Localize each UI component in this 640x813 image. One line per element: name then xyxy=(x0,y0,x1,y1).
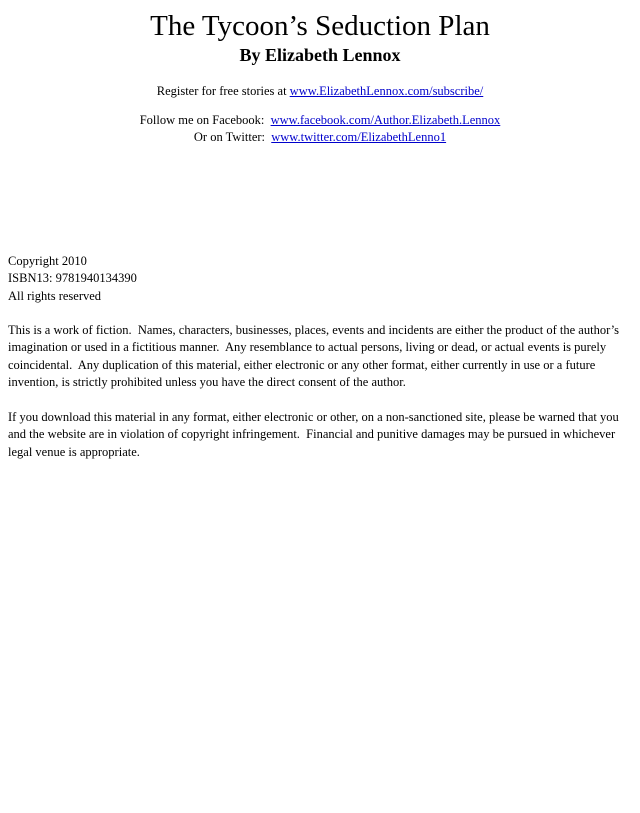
twitter-link[interactable]: www.twitter.com/ElizabethLenno1 xyxy=(271,130,447,144)
isbn: ISBN13: 9781940134390 xyxy=(8,271,137,286)
book-title: The Tycoon’s Seduction Plan xyxy=(150,10,490,42)
download-paragraph: If you download this material in any format, either electronic or other, on a non-sanctioned site, please be warned that you and the website are in violation of copyright infringement. Financial and punitive damages may be pursued in whichever legal venue is appropriate. xyxy=(8,410,622,459)
copyright-year: Copyright 2010 xyxy=(8,254,87,268)
copyright-block xyxy=(8,253,630,305)
author-byline: By Elizabeth Lennox xyxy=(239,45,401,65)
facebook-text: Follow me on Facebook: xyxy=(139,113,271,127)
piracy-warning xyxy=(8,409,630,461)
fiction-paragraph: This is a work of fiction. Names, characters, businesses, places, events and incidents are either the product of the author’s imagination or used in a fictitious manner. Any resemblance to actual persons, living or dead, or actual events is purely coincidental. Any duplication of this material, either electronic or any other format, either currently in use or a future invention, is strictly prohibited unless you have the direct consent of the author. xyxy=(8,323,623,390)
twitter-line xyxy=(0,129,640,145)
facebook-line xyxy=(0,112,640,128)
facebook-link[interactable]: www.facebook.com/Author.Elizabeth.Lennox xyxy=(270,113,501,127)
rights-reserved: All rights reserved xyxy=(8,288,102,303)
fiction-disclaimer xyxy=(8,322,630,392)
register-line xyxy=(0,83,640,99)
twitter-text: Or on Twitter: xyxy=(193,130,272,144)
register-text: Register for free stories at xyxy=(156,84,290,98)
subscribe-link[interactable]: www.ElizabethLennox.com/subscribe/ xyxy=(289,84,484,98)
